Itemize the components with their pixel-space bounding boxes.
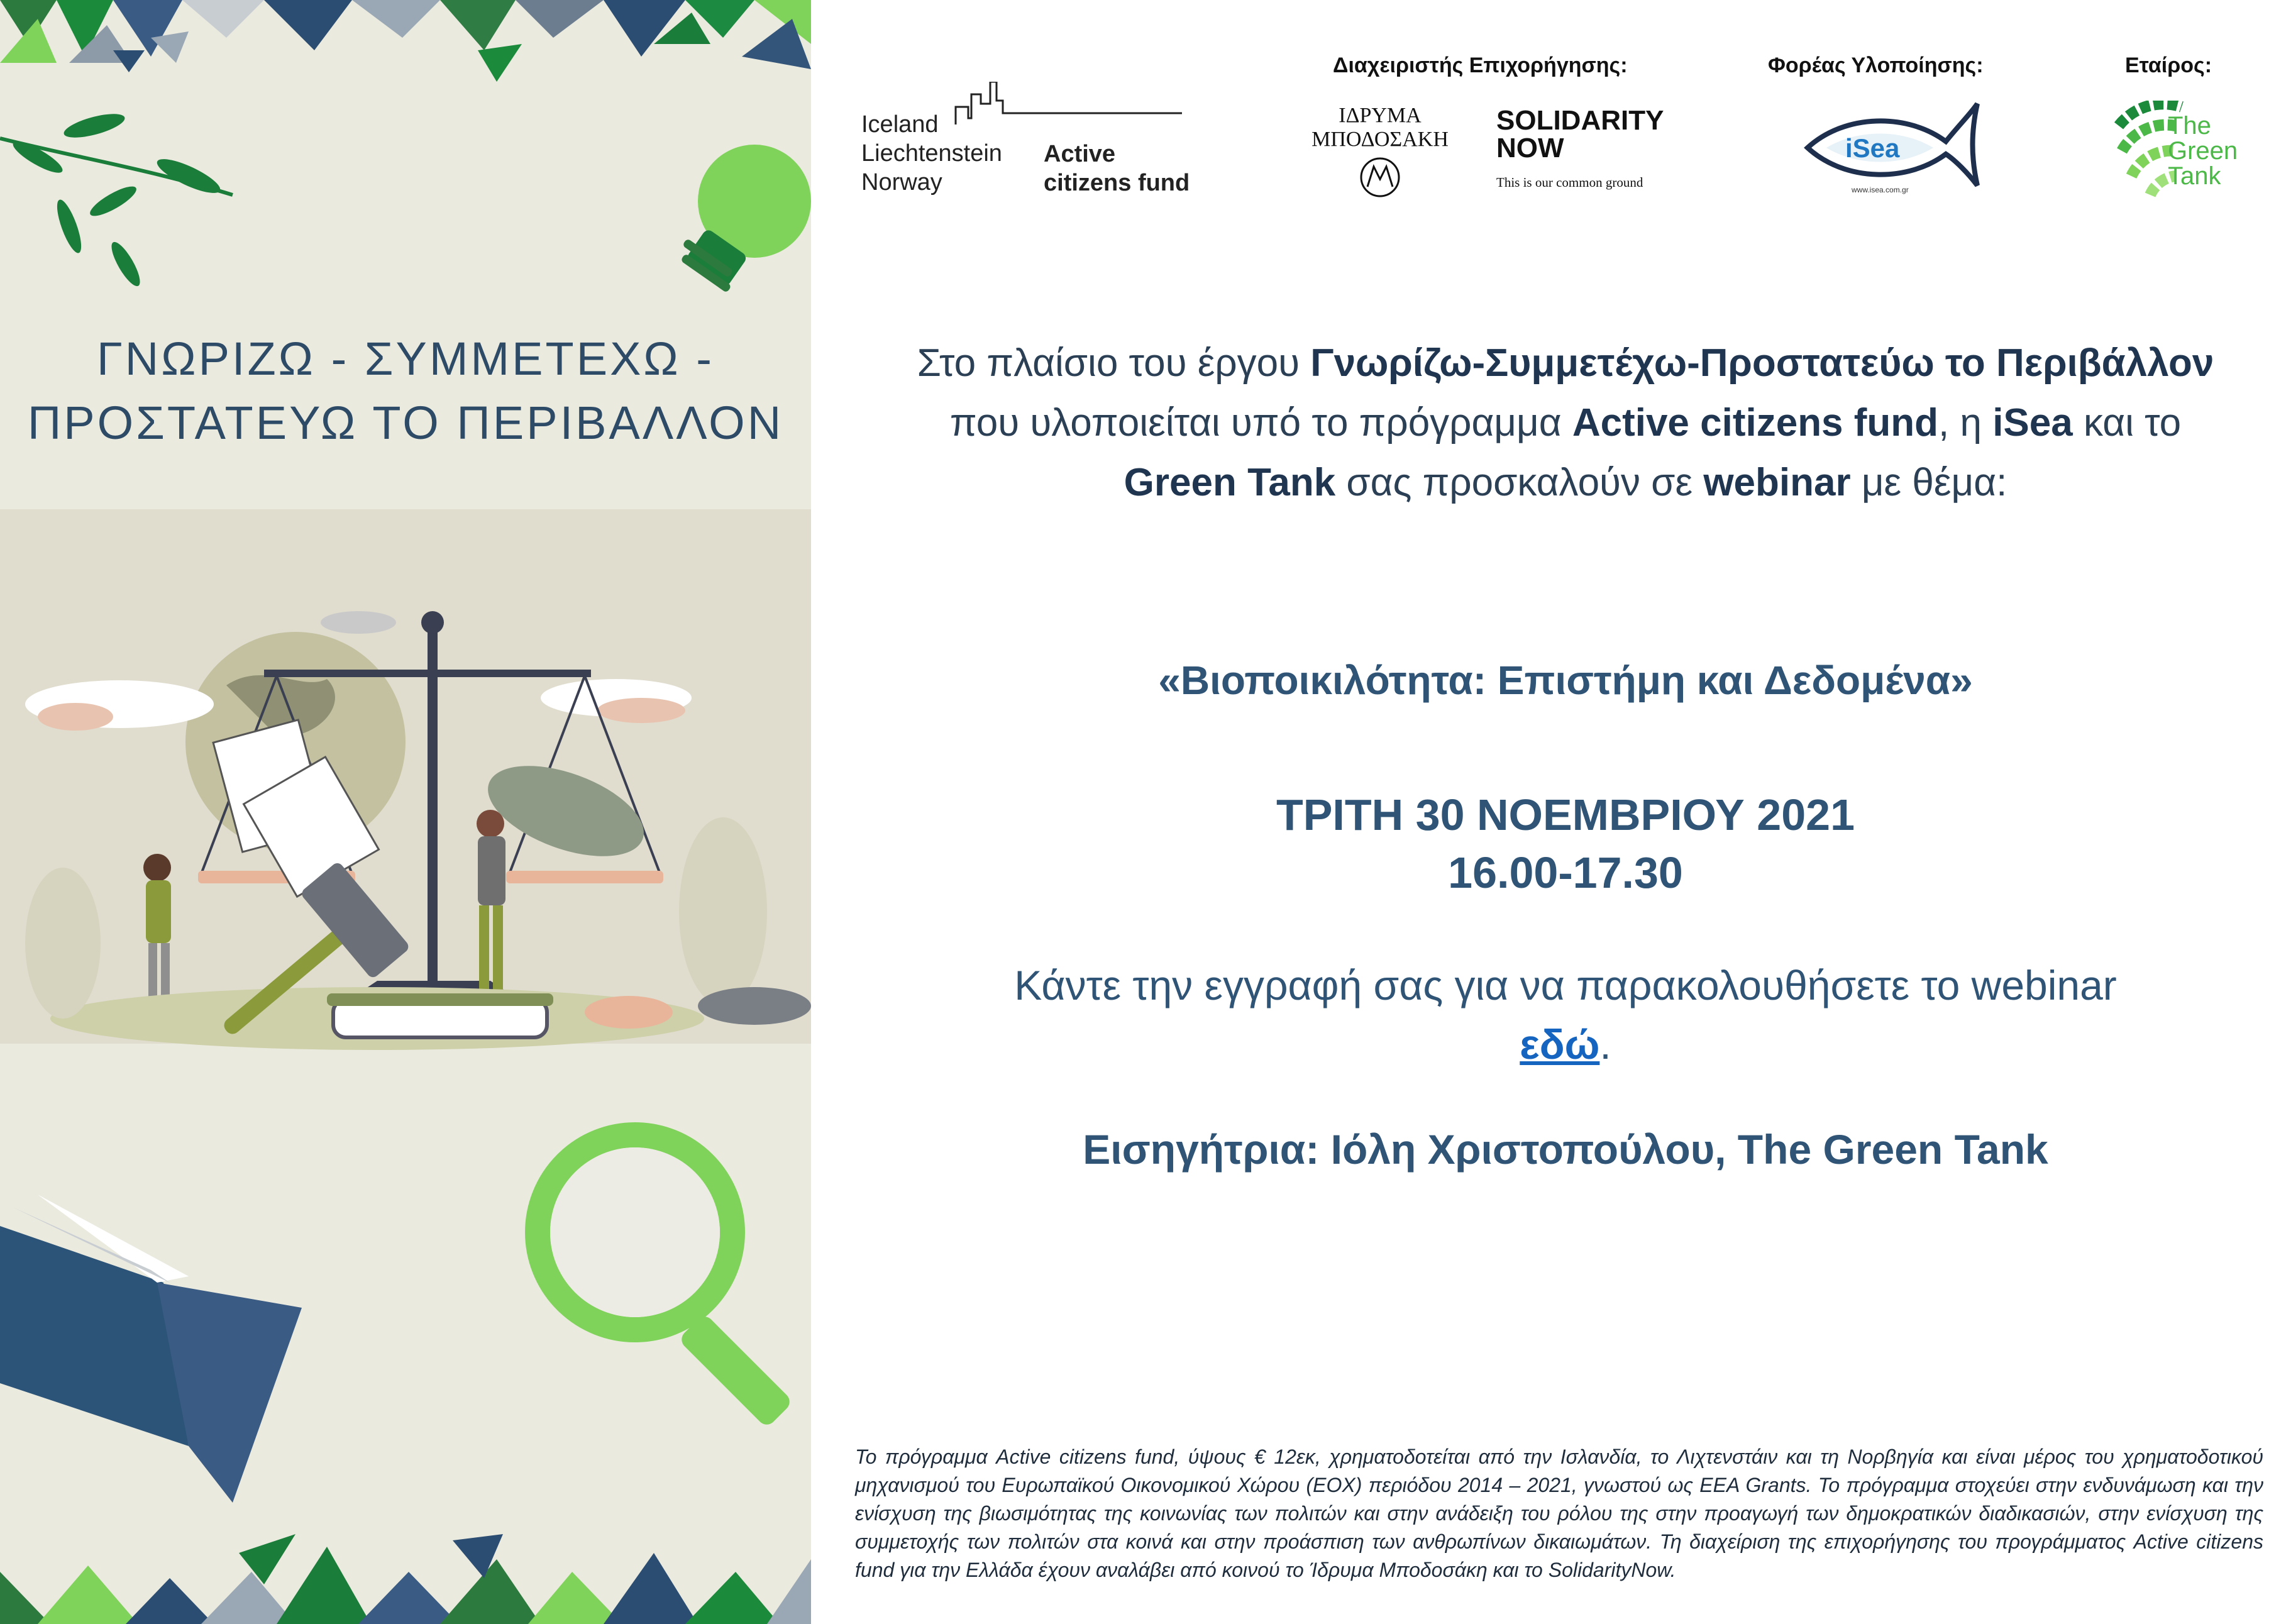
- open-book-icon: [0, 1195, 302, 1503]
- acf-fund-line2: citizens fund: [1044, 170, 1190, 196]
- green-tank-name: Green Tank: [1124, 461, 1336, 504]
- isea-logo: [1801, 101, 1984, 201]
- acf-fund-line1: Active: [1044, 141, 1116, 167]
- magnifier-icon: [538, 1135, 793, 1428]
- active-citizens-fund-logo: [861, 82, 1190, 207]
- intro-text: και το: [2072, 401, 2182, 445]
- partner-label: Εταίρος:: [2125, 53, 2212, 77]
- intro-text: , η: [1938, 401, 1993, 445]
- intro-paragraph: [855, 333, 2276, 512]
- registration-sentence: Κάντε την εγγραφή σας για να παρακολουθήσετε το webinar: [1014, 962, 2117, 1008]
- green-tank-logo: [2112, 101, 2251, 201]
- leaf-branch: [0, 109, 233, 290]
- event-date: ΤΡΙΤΗ 30 ΝΟΕΜΒΡΙΟΥ 2021: [1276, 790, 1855, 839]
- bodossaki-emblem-icon: [1311, 155, 1449, 206]
- webinar-word: webinar: [1703, 461, 1851, 504]
- isea-text: iSea: [1845, 133, 1900, 163]
- bodossaki-line1: ΙΔΡΥΜΑ: [1339, 104, 1422, 127]
- registration-period: .: [1599, 1021, 1611, 1068]
- footer-disclaimer: Το πρόγραμμα Active citizens fund, ύψους € 12εκ, χρηματοδοτείται από την Ισλανδία, το Λιχτενστάιν και τη Νορβηγία και είναι μέρος του χρηματοδοτικού μηχανισμού του Ευρωπαϊκού Οικονομικού Χώρου (ΕΟΧ) περιόδου 2014 – 2021, γνωστού ως EEA Grants. Το πρόγραμμα στοχεύει στην ενδυνάμωση και την ενίσχυση της βιωσιμότητας της κοινωνίας των πολιτών και στην ανάδειξη του ρόλου της στην προαγωγή των δημοκρατικών διαδικασιών, στην ενίσχυση της συμμετοχής των πολιτών στα κοινά και στην προάσπιση των ανθρωπίνων δικαιωμάτων. Τη διαχείριση της επιχορήγησης του προγράμματος Active citizens fund για την Ελλάδα έχουν αναλάβει από κοινού το Ίδρυμα Μποδοσάκη και το SolidarityNow.: [855, 1445, 2263, 1581]
- intro-text: με θέμα:: [1850, 461, 2007, 504]
- intro-text: σας προσκαλούν σε: [1335, 461, 1704, 504]
- event-time: 16.00-17.30: [1448, 848, 1683, 897]
- acf-country: Norway: [861, 169, 942, 196]
- grant-manager-label: Διαχειριστής Επιχορήγησης:: [1333, 53, 1628, 77]
- bottom-triangle-border: [0, 1534, 811, 1624]
- acf-skyline-icon: [861, 82, 1182, 126]
- solidarity-tagline: This is our common ground: [1496, 175, 1643, 190]
- bodossaki-logo: [1311, 104, 1449, 204]
- lightbulb-icon: [680, 145, 811, 293]
- registration-text: [855, 956, 2276, 1074]
- program-name: Active citizens fund: [1572, 401, 1939, 445]
- project-title: [0, 327, 811, 455]
- acf-country: Liechtenstein: [861, 140, 1002, 167]
- left-illustration-panel: [0, 0, 811, 1624]
- green-tank-line2: Green: [2168, 137, 2238, 165]
- invitation-content: [811, 0, 2286, 1624]
- intro-text: Στο πλαίσιο του έργου: [917, 341, 1311, 385]
- speaker-line: Εισηγήτρια: Ιόλη Χριστοπούλου, The Green Tank: [1083, 1126, 2048, 1173]
- bodossaki-line2: ΜΠΟΔΟΣΑΚΗ: [1311, 128, 1449, 151]
- solidarity-line2: NOW: [1496, 133, 1564, 163]
- registration-link[interactable]: εδώ: [1520, 1021, 1600, 1068]
- solidarity-line1: SOLIDARITY: [1496, 105, 1664, 136]
- webinar-title: «Βιοποικιλότητα: Επιστήμη και Δεδομένα»: [1158, 658, 1973, 703]
- project-title-line1: ΓΝΩΡΙΖΩ - ΣΥΜΜΕΤΕΧΩ -: [97, 333, 714, 385]
- solidarity-now-logo: [1496, 107, 1672, 195]
- top-triangle-border: [0, 0, 811, 82]
- event-datetime: [855, 786, 2276, 902]
- implementer-label: Φορέας Υλοποίησης:: [1768, 53, 1984, 77]
- isea-url: www.isea.com.gr: [1852, 185, 1909, 194]
- acf-country: Iceland: [861, 111, 939, 138]
- green-tank-line1: The: [2168, 112, 2211, 140]
- intro-text: που υλοποιείται υπό το πρόγραμμα: [949, 401, 1572, 445]
- isea-name: iSea: [1992, 401, 2073, 445]
- illustration-art: [0, 0, 811, 1624]
- project-name: Γνωρίζω-Συμμετέχω-Προστατεύω το Περιβάλλον: [1310, 341, 2214, 385]
- green-tank-line3: Tank: [2168, 162, 2221, 190]
- project-title-line2: ΠΡΟΣΤΑΤΕΥΩ ΤΟ ΠΕΡΙΒΑΛΛΟΝ: [27, 397, 784, 449]
